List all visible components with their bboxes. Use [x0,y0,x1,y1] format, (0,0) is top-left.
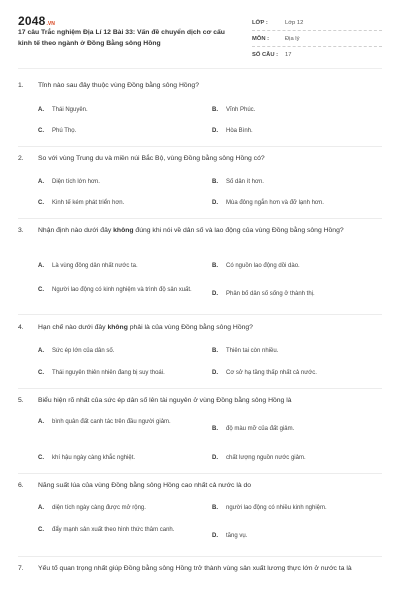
question-text [18,153,378,164]
meta-row-count [252,47,382,62]
option-letter: A. [38,179,44,185]
option-text: Là vùng đông dân nhất nước ta. [52,263,138,269]
meta-label: MÔN : [252,35,270,42]
question-text [18,80,378,91]
option-text: Diện tích lớn hơn. [52,179,100,185]
question-body [38,395,368,406]
option-6d[interactable] [212,532,366,541]
question-text-part: Tỉnh nào sau đây thuộc vùng Đồng bằng sông Hồng? [38,82,199,89]
option-letter: C. [38,527,44,533]
question-text-part: So với vùng Trung du và miền núi Bắc Bộ, vùng Đồng bằng sông Hồng có? [38,155,265,162]
option-1d[interactable] [212,127,366,136]
option-4d[interactable] [212,369,386,378]
meta-label: SỐ CÂU : [252,51,279,58]
meta-value: Lớp 12 [285,19,304,26]
question-divider [18,388,382,389]
question-text [18,225,378,236]
option-text: Sức ép lớn của dân số. [52,348,115,354]
option-letter: D. [212,533,218,539]
option-letter: D. [212,291,218,297]
site-logo[interactable] [18,14,55,28]
question-number: 5. [18,397,24,404]
question-text-part: Yếu tố quan trọng nhất giúp Đồng bằng sông Hồng trở thành vùng sản xuất lương thực lớn ở nước ta là [38,565,352,572]
question-body [38,225,368,236]
option-text: Thiên tai còn nhiều. [226,348,279,354]
option-6c[interactable] [38,526,192,535]
option-text: diện tích ngày càng được mở rộng. [52,505,146,511]
option-letter: C. [38,128,44,134]
question-emphasis: không [107,324,128,331]
question-5 [18,395,378,406]
option-text: Vĩnh Phúc. [226,107,256,113]
option-text: người lao động có nhiều kinh nghiệm. [226,505,327,511]
meta-label: LỚP : [252,19,268,26]
question-body [38,153,368,164]
question-1 [18,80,378,91]
question-text [18,480,378,491]
option-text: Người lao động có kinh nghiệm và trình độ sản xuất. [52,287,192,293]
option-text: Hòa Bình. [226,128,253,134]
option-3a[interactable] [38,262,192,271]
option-3d[interactable] [212,290,366,299]
question-2 [18,153,378,164]
question-number: 7. [18,565,24,572]
option-text: Kinh tế kém phát triển hơn. [52,200,125,206]
question-text-part: Biểu hiện rõ nhất của sức ép dân số lên tài nguyên ở vùng Đồng bằng sông Hồng là [38,397,292,404]
question-body [38,322,368,333]
option-text: độ màu mỡ của đất giảm. [226,426,295,432]
option-2a[interactable] [38,178,192,187]
question-divider [18,556,382,557]
meta-value: Địa lý [285,35,300,42]
option-text: Phú Thọ. [52,128,77,134]
header-divider [18,68,382,69]
option-letter: B. [212,426,218,432]
option-2b[interactable] [212,178,366,187]
option-text: Phân bố dân số sống ở thành thị. [226,291,315,297]
question-divider [18,473,382,474]
meta-row-subject [252,31,382,47]
option-letter: A. [38,263,44,269]
option-letter: B. [212,263,218,269]
question-7 [18,563,378,574]
option-text: khí hậu ngày càng khắc nghiệt. [52,455,136,461]
question-text [18,322,378,333]
question-3 [18,225,378,236]
option-4a[interactable] [38,347,192,356]
question-number: 2. [18,155,24,162]
question-text-part: Năng suất lúa của vùng Đồng bằng sông Hồng cao nhất cả nước là do [38,482,252,489]
option-5b[interactable] [212,425,366,434]
question-text-part: Nhận định nào dưới đây [38,227,114,234]
question-divider [18,314,382,315]
option-letter: A. [38,505,44,511]
option-5a[interactable] [38,418,192,427]
option-2c[interactable] [38,199,192,208]
question-text [18,563,378,574]
option-text: bình quân đất canh tác trên đầu người giảm. [52,419,171,425]
question-text-part: phải là của vùng Đồng bằng sông Hồng? [127,324,253,331]
worksheet-meta [252,15,382,62]
option-letter: A. [38,107,44,113]
option-1c[interactable] [38,127,192,136]
question-divider [18,146,382,147]
worksheet-header [0,0,400,64]
option-letter: B. [212,107,218,113]
option-4b[interactable] [212,347,366,356]
option-letter: C. [38,287,44,293]
question-4 [18,322,378,333]
question-body [38,480,368,491]
option-1a[interactable] [38,106,192,115]
option-text: Cơ sở hạ tầng thấp nhất cả nước. [226,370,317,376]
option-5c[interactable] [38,454,192,463]
meta-row-class [252,15,382,31]
option-3c[interactable] [38,286,192,295]
option-text: Có nguồn lao động dồi dào. [226,263,300,269]
option-text: Mùa đông ngắn hơn và đỡ lạnh hơn. [226,200,324,206]
option-letter: D. [212,370,218,376]
option-text: đẩy mạnh sản xuất theo hình thức thâm canh. [52,527,175,533]
option-text: Thái nguyên thiên nhiên đang bị suy thoái. [52,370,165,376]
option-text: Số dân ít hơn. [226,179,264,185]
question-number: 4. [18,324,24,331]
option-1b[interactable] [212,106,366,115]
question-text-part: đúng khi nói về dân số và lao động của vùng Đồng bằng sông Hồng? [133,227,344,234]
option-3b[interactable] [212,262,366,271]
option-text: chất lượng nguồn nước giảm. [226,455,306,461]
option-letter: A. [38,419,44,425]
option-letter: B. [212,348,218,354]
option-text: tăng vụ. [226,533,248,539]
option-2d[interactable] [212,199,386,208]
question-number: 6. [18,482,24,489]
question-text-part: Hạn chế nào dưới đây [38,324,108,331]
question-number: 3. [18,227,24,234]
logo-domain: .VN [46,21,55,27]
question-emphasis: không [113,227,134,234]
option-5d[interactable] [212,454,366,463]
question-text [18,395,378,406]
option-letter: D. [212,455,218,461]
question-body [38,80,368,91]
option-letter: D. [212,128,218,134]
option-text: Thái Nguyên. [52,107,88,113]
option-4c[interactable] [38,369,222,378]
option-letter: C. [38,370,44,376]
option-letter: A. [38,348,44,354]
option-letter: C. [38,200,44,206]
question-divider [18,218,382,219]
option-letter: B. [212,179,218,185]
option-letter: C. [38,455,44,461]
question-body [38,563,368,574]
logo-text: 2048 [18,14,46,28]
worksheet-title: 17 câu Trắc nghiệm Địa Lí 12 Bài 33: Vấn đề chuyển dịch cơ cấu kinh tế theo ngành ở Đồng Bằng sông Hồng [18,29,225,47]
question-6 [18,480,378,491]
option-letter: B. [212,505,218,511]
question-number: 1. [18,82,24,89]
option-6a[interactable] [38,504,192,513]
option-letter: D. [212,200,218,206]
meta-value: 17 [285,51,292,58]
option-6b[interactable] [212,504,386,513]
